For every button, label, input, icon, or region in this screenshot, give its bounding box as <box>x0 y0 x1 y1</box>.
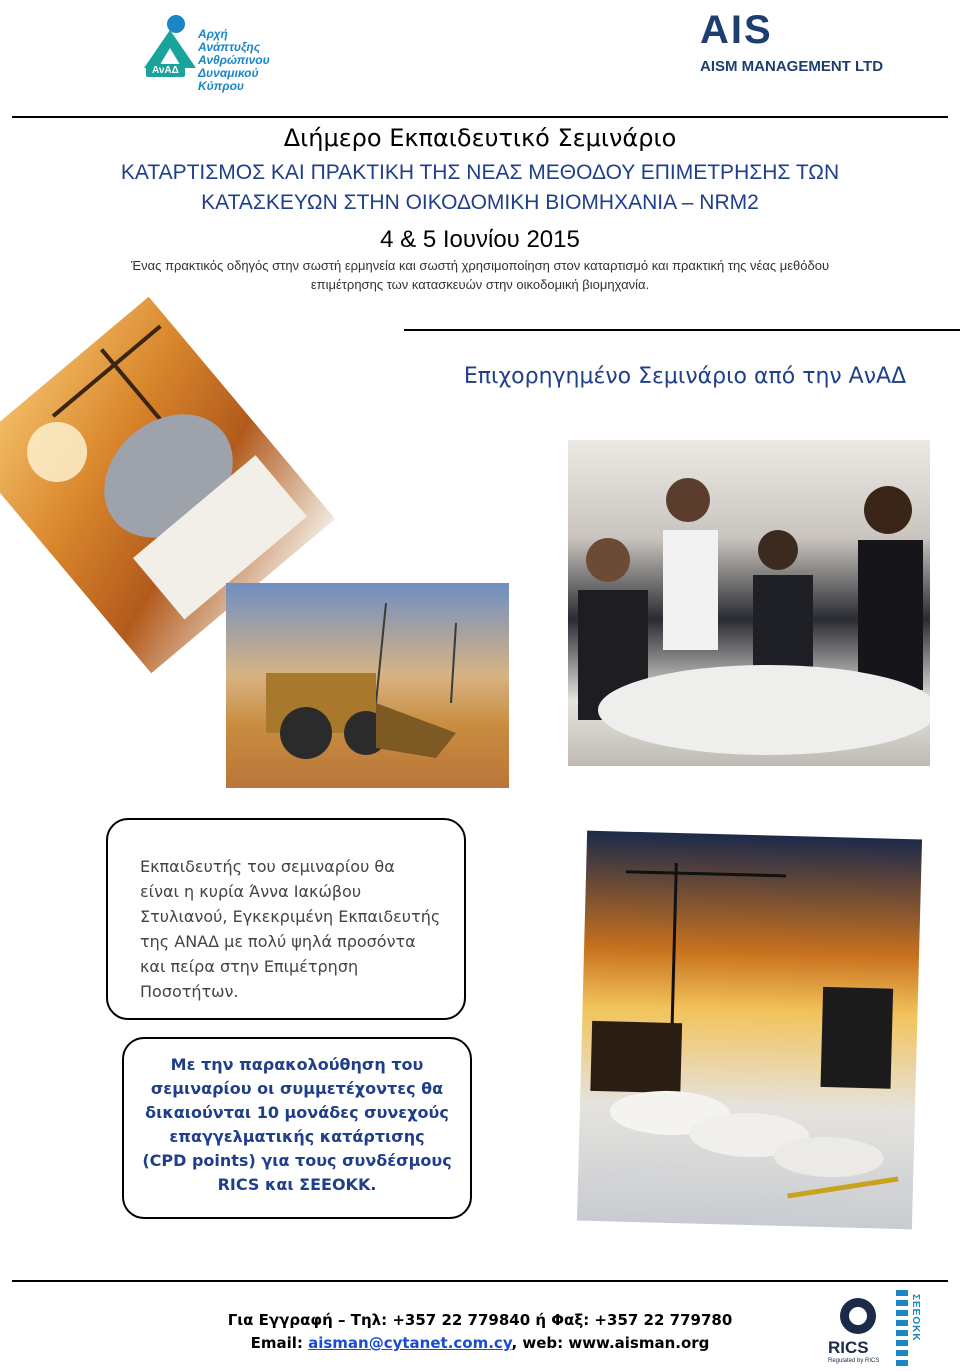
ais-wordmark: AIS <box>700 8 773 52</box>
cpd-line: επαγγελματικής κατάρτισης <box>169 1127 425 1146</box>
trainer-info-text <box>140 854 450 1004</box>
rics-wordmark: RICS <box>828 1338 869 1357</box>
anad-name <box>198 28 290 93</box>
section-divider <box>404 329 960 331</box>
seminar-description <box>80 256 880 294</box>
business-meeting-photo <box>568 440 930 766</box>
cpd-line: RICS και ΣΕΕΟΚΚ. <box>217 1175 377 1194</box>
anad-line: Ανθρώπινου <box>198 53 270 67</box>
ais-logo <box>700 8 900 78</box>
meeting-illustration <box>568 440 930 766</box>
email-link[interactable]: aisman@cytanet.com.cy <box>308 1334 512 1352</box>
seeokk-bars-icon <box>896 1290 910 1370</box>
bulldozer-illustration <box>226 583 509 788</box>
rics-logo <box>826 1296 890 1368</box>
seeokk-wordmark: ΣΕΕΟΚΚ <box>910 1294 921 1342</box>
seminar-subtitle-line: ΚΑΤΑΡΤΙΣΜΟΣ ΚΑΙ ΠΡΑΚΤΙΚΗ ΤΗΣ ΝΕΑΣ ΜΕΘΟΔΟΥ ΕΠΙΜΕΤΡΗΣΗΣ ΤΩΝ <box>120 161 840 184</box>
rics-lion-icon <box>838 1296 878 1336</box>
email-web-contact <box>200 1334 760 1352</box>
registration-contact: Για Εγγραφή – Τηλ: +357 22 779840 ή Φαξ: +357 22 779780 <box>227 1311 733 1329</box>
seminar-date: 4 & 5 Ιουνίου 2015 <box>380 226 580 253</box>
web-label: , web: www.aisman.org <box>511 1334 710 1352</box>
cpd-line: Με την παρακολούθηση του <box>170 1055 424 1074</box>
bulldozer-photo <box>226 583 509 788</box>
email-label: Email: <box>250 1334 309 1352</box>
cpd-line: (CPD points) για τους συνδέσμους <box>142 1151 452 1170</box>
rics-tagline: Regulated by RICS <box>828 1358 880 1364</box>
footer-divider <box>12 1280 948 1282</box>
ais-subtitle: AISM MANAGEMENT LTD <box>700 58 884 75</box>
trainer-line: της ΑΝΑΔ με πολύ ψηλά προσόντα <box>140 932 416 951</box>
cpd-line: δικαιούνται 10 μονάδες συνεχούς <box>145 1103 449 1122</box>
seminar-subtitle-line: ΚΑΤΑΣΚΕΥΩΝ ΣΤΗΝ ΟΙΚΟΔΟΜΙΚΗ ΒΙΟΜΗΧΑΝΙΑ – NRM2 <box>201 191 759 214</box>
anad-line: Κύπρου <box>198 79 244 93</box>
cpd-line: σεμιναρίου οι συμμετέχοντες θα <box>150 1079 444 1098</box>
description-line: επιμέτρησης των κατασκευών στην οικοδομική βιομηχανία. <box>310 277 650 292</box>
anad-emblem-icon <box>140 12 200 72</box>
seeokk-logo <box>896 1290 930 1370</box>
trainer-line: Ποσοτήτων. <box>140 982 239 1001</box>
anad-line: Δυναμικού <box>198 66 259 80</box>
cpd-info-box <box>122 1037 472 1219</box>
seminar-subtitle <box>80 158 880 218</box>
trainer-line: Εκπαιδευτής του σεμιναρίου θα <box>140 857 395 876</box>
header-divider <box>12 116 948 118</box>
subsidy-heading: Επιχορηγημένο Σεμινάριο από την ΑνΑΔ <box>463 364 907 389</box>
blueprints-crane-photo <box>577 831 922 1230</box>
anad-tag: ΑνΑΔ <box>146 64 185 77</box>
anad-line: Αρχή Ανάπτυξης <box>198 27 261 54</box>
description-line: Ένας πρακτικός οδηγός στην σωστή ερμηνεία και σωστή χρησιμοποίηση στον καταρτισμό και πρακτική της νέας μεθόδου <box>130 258 830 273</box>
blueprints-illustration <box>577 831 922 1230</box>
anad-logo <box>140 12 290 93</box>
page-title: Διήμερο Εκπαιδευτικό Σεμινάριο <box>283 124 677 152</box>
cpd-info-text <box>134 1053 460 1197</box>
trainer-line: Στυλιανού, Εγκεκριμένη Εκπαιδευτής <box>140 907 441 926</box>
trainer-line: και πείρα στην Επιμέτρηση <box>140 957 359 976</box>
trainer-info-box <box>106 818 466 1020</box>
trainer-line: είναι η κυρία Άννα Ιακώβου <box>140 882 362 901</box>
